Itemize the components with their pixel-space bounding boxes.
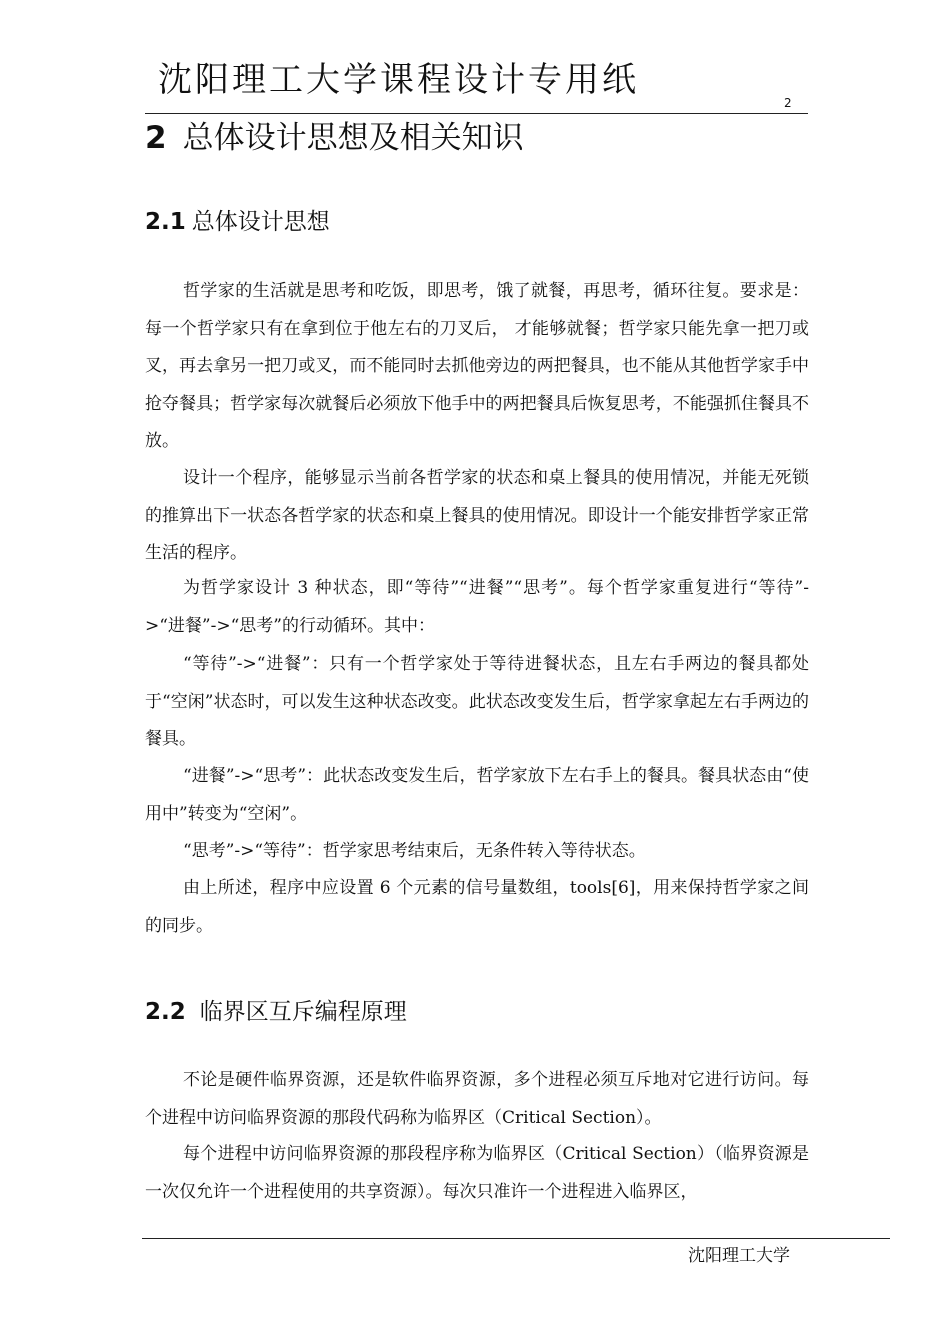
paragraph: 由上所述，程序中应设置 6 个元素的信号量数组，tools[6]，用来保持哲学家之间的同步。 bbox=[145, 878, 809, 936]
section-number: 2.1 bbox=[145, 209, 186, 235]
paragraph: 每个进程中访问临界资源的那段程序称为临界区（Critical Section）（临界资源是一次仅允许一个进程使用的共享资源）。每次只准许一个进程进入临界区， bbox=[145, 1144, 809, 1202]
paragraph: “等待”->“进餐”：只有一个哲学家处于等待进餐状态，且左右手两边的餐具都处于“空闲”状态时，可以发生这种状态改变。此状态改变发生后，哲学家拿起左右手两边的餐具。 bbox=[145, 654, 809, 749]
section-number: 2.2 bbox=[145, 999, 186, 1025]
chapter-heading bbox=[145, 112, 524, 157]
paragraph: 为哲学家设计 3 种状态，即“等待”“进餐”“思考”。每个哲学家重复进行“等待”->“进餐”->“思考”的行动循环。其中： bbox=[145, 578, 809, 636]
footer-rule bbox=[142, 1238, 890, 1239]
footer-text: 沈阳理工大学 bbox=[688, 1246, 790, 1266]
paragraph: 设计一个程序，能够显示当前各哲学家的状态和桌上餐具的使用情况，并能无死锁的推算出下一状态各哲学家的状态和桌上餐具的使用情况。即设计一个能安排哲学家正常生活的程序。 bbox=[145, 468, 809, 563]
section-title: 总体设计思想 bbox=[191, 209, 330, 235]
section-heading-2-2 bbox=[145, 993, 407, 1026]
chapter-title: 总体设计思想及相关知识 bbox=[182, 120, 524, 156]
section-heading-2-1 bbox=[145, 203, 330, 236]
paragraph: “思考”->“等待”：哲学家思考结束后，无条件转入等待状态。 bbox=[183, 841, 646, 861]
paragraph: 哲学家的生活就是思考和吃饭，即思考，饿了就餐，再思考，循环往复。要求是：每一个哲学家只有在拿到位于他左右的刀叉后， 才能够就餐；哲学家只能先拿一把刀或叉，再去拿另一把刀或叉，而不能同时去抓他旁边的两把餐具，也不能从其他哲学家手中抢夺餐具；哲学家每次就餐后必须放下他手中的两把餐具后恢复思考，不能强抓住餐具不放。 bbox=[145, 281, 809, 451]
paragraph: “进餐”->“思考”：此状态改变发生后，哲学家放下左右手上的餐具。餐具状态由“使用中”转变为“空闲”。 bbox=[145, 766, 809, 824]
header-title: 沈阳理工大学课程设计专用纸 bbox=[158, 60, 639, 100]
section-title: 临界区互斥编程原理 bbox=[199, 999, 407, 1025]
page-number: 2 bbox=[784, 96, 792, 110]
chapter-number: 2 bbox=[145, 120, 167, 156]
paragraph: 不论是硬件临界资源，还是软件临界资源，多个进程必须互斥地对它进行访问。每个进程中访问临界资源的那段代码称为临界区（Critical Section）。 bbox=[145, 1070, 809, 1128]
